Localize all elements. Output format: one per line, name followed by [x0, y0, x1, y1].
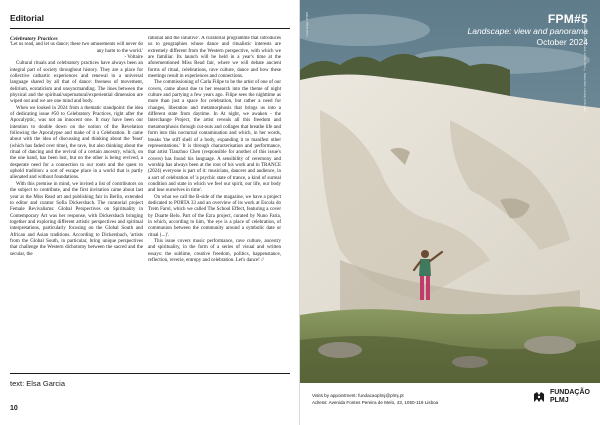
page-number: 10 [10, 405, 18, 412]
article-column-right [148, 36, 281, 366]
issue-subtitle: Landscape: view and panorama [467, 26, 588, 36]
issue-title-block [468, 12, 589, 48]
paragraph: This issue covers music performance, rave culture, ancestry and spirituality, in the form of a series of visual and written essays: the sublime, creative freedom, politics, happenstance, reflection, reverie, entropy and celebration. Let's dance! // [148, 239, 281, 264]
logo-line-1: FUNDAÇÃO [549, 389, 590, 396]
right-page [300, 0, 600, 425]
author-credit: text: Elsa Garcia [10, 379, 66, 388]
paragraph: The commissioning of Carla Filipe to be the artist of one of our covers, came about due to her research into the theme of night culture and partying a few years ago. Filipe sees the nighttime as more than just a space for celebration, but rather a need for changes, liberation and metamorphosis that brings us into a different state from daytime. In At night, we awaken - the Interchange Project, the artist reveals all this freedom and metamorphosis through cut-outs and collages that breathe life and form into this nocturnal contamination and which, in her words, breaks 'the stiff shell of a body, expanding it to manifest other representations.' It is through characterisation and performance, that artist Tianzhuo Chen (responsible for another of this issue's covers) has found his language. A sensibility of ceremony and worship has always been at the root of his work and in TRANCE (2024) everyone is part of it: musicians, dancers and audience, in a sort of celebration of 'a psychic state of trance, a kind of surreal condition and state in which we feel our spirit, our life, our body and lose ourselves in time'. [148, 80, 281, 194]
paragraph: When we looked in 2024 from a thematic standpoint: the idea of dedicating issue #50 to Celebratory Practices, right after the Apocalyptic, was not an innocent one. It may have been our intention to double down on the notion of the Revelation following the Apocalypse and make of it a Celebration. It came about with the idea of discussing and thinking about the 'feast' (which has faded over time), the rave, but also thinking about the ritual of dancing and the revival of a certain ancestry, which, on the one hand, has been lost, but on the other is being revived, a desperate need for a connection to our roots and the quest to uphold tradition: a sort of escape place in a world that is partly alienated and without foundations. [10, 105, 143, 181]
issue-number: FPM#5 [547, 12, 588, 26]
paragraph: Cultural rituals and celebratory practices have always been an integral part of society throughout history. They are a place for collective cathartic experiences and renewal in a universal language shared by all that of dance: freeness of movement, delirium, ecstaticism and unsyncmanding. The lines between the physical and the spiritual/supernatural/experiential dimension are wiped out and we are one mind and body. [10, 61, 143, 105]
photo-caption: Duarte Belo, Ilha Terceira, Azores, 2023. © Duarte Belo. Courtesy of the artist [583, 22, 586, 113]
epigraph: 'Let us read, and let us dance; these two amusements will never do any harm to the world.' [10, 42, 143, 54]
paragraph: rational and the intuitive'. A curatorial programme that introduces us to geographies whose dance and ritualistic interests are extremely different from the Western perspective, with which we are familiar. Its launch will be held in a year's time at the aforementioned Miss Read fair, where we will debate ancient forms of ritual, celebrations, rave culture, dance and how these meetings result in experiences and connections. [148, 36, 281, 80]
contact-address: Adress: Avenida Fontes Pereira de Melo, 43, 1050-119 Lisboa [312, 400, 439, 405]
contact-info [312, 392, 438, 406]
issue-date: October 2024 [536, 37, 588, 47]
cover-photo [300, 0, 600, 383]
top-rule [10, 28, 290, 29]
photo-credit: Cover image: FPM#5 [306, 12, 309, 37]
epigraph-source: - Voltaire [124, 54, 143, 60]
logo-line-2: PLMJ [549, 397, 569, 404]
bottom-rule [10, 373, 290, 374]
fundacao-plmj-logo [532, 389, 590, 405]
contact-visits: Visits by appointment: fundacaoplmj@plmj.pt [312, 393, 404, 398]
paragraph: On what we call the B-side of the magazine, we have a project dedicated to PORTA 33 and an overview of its work at Escola do Trem Farol, which we called The School Effect, featuring a cover by Duarte Belo. Part of the Ezra project, curated by Nuno Faria, in which, according to him, 'the eye is a place of celebration, of communion between the community around a symbolic date or ritual (...)'. [148, 194, 281, 238]
article-title: Celebratory Practices [10, 36, 58, 42]
footer-bar [300, 383, 600, 425]
paragraph: With this premise in mind, we invited a list of contributors on the subject to contribute, and the first invitation came about last year at the Miss Read art and publishing fair in Berlin, extended to editor and curator Sofia Dickersbach. The curatorial project Female Revivalisms: Global Perspectives on Spirituality in Contemporary Art was her response, with Dickersbach bringing together and exploring different artistic perspectives and spiritual interpretations, particularly focusing on the Global South and African and Asian traditions. According to Dickersbach, 'artists from the Global South, in particular, bring unique perspectives that challenge the Western dichotomy between the sacred and the secular, the [10, 181, 143, 257]
logo-text [550, 389, 590, 405]
article-column-left [10, 36, 143, 366]
fundacao-plmj-logo-icon [532, 390, 546, 404]
section-label: Editorial [10, 13, 45, 23]
